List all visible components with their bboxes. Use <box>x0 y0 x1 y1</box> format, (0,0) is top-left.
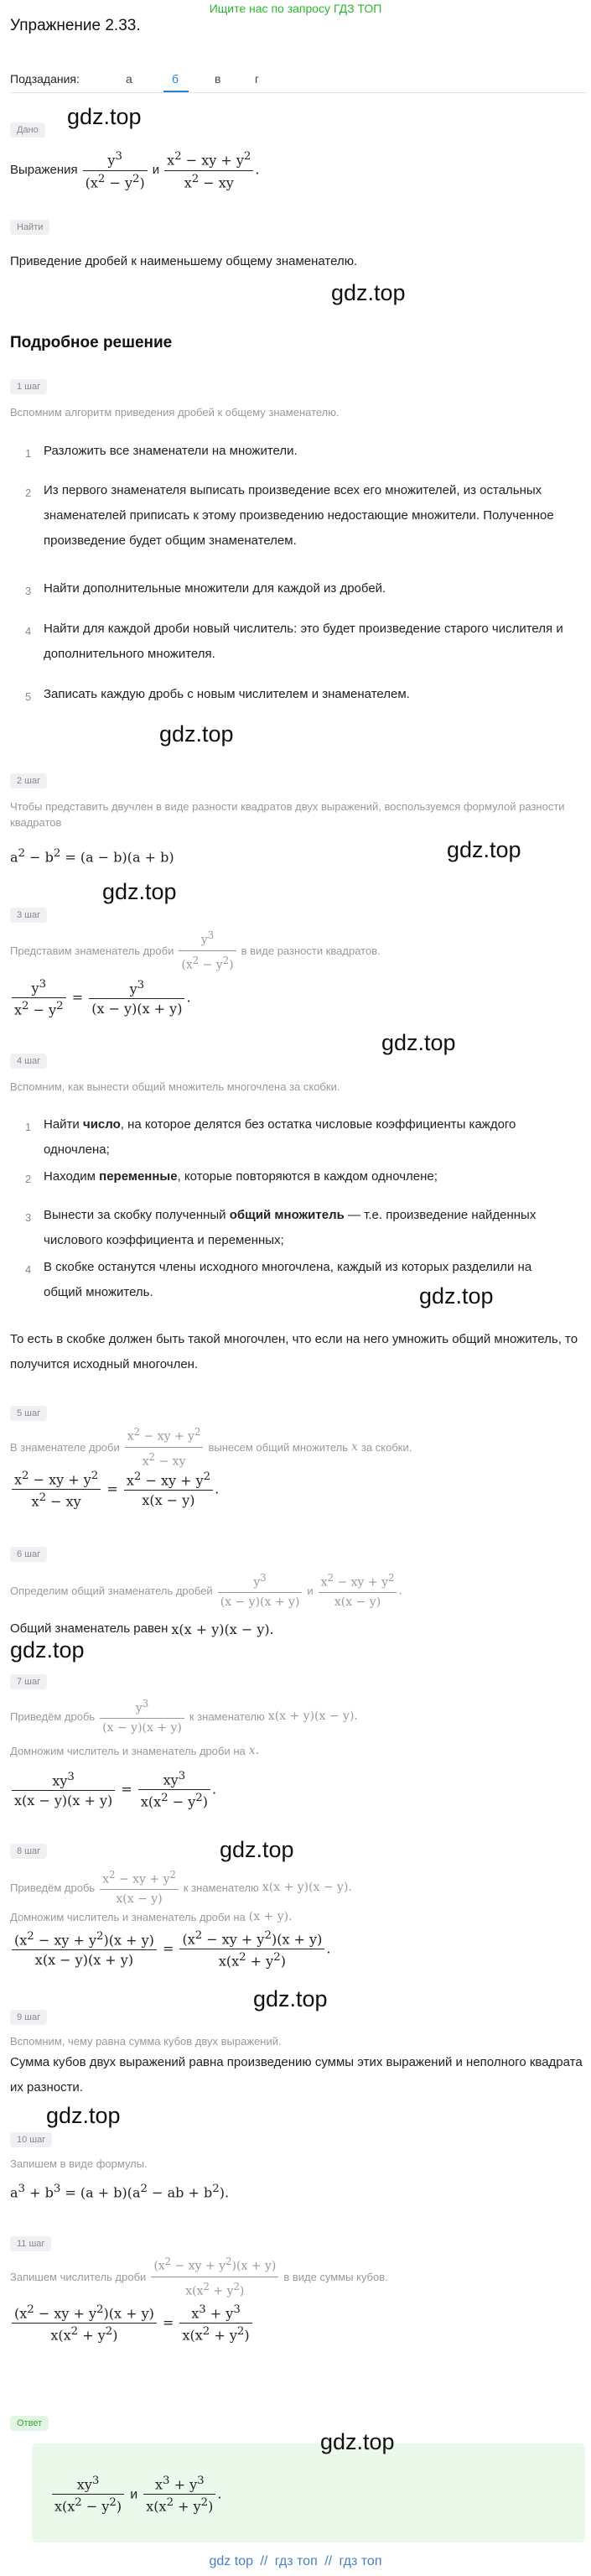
find-text: Приведение дробей к наименьшему общему знаменателю. <box>10 254 358 268</box>
watermark: gdz.top <box>102 879 177 904</box>
tab-b[interactable]: б <box>172 72 179 86</box>
page-title: Упражнение 2.33. <box>10 17 141 34</box>
step8-result: $\frac{(x^2 - xy + y^2)(x + y)}{x(x - y)(x + y)}$ = $\frac{(x^2 - xy + y^2)(x + y)}{x(x^2 + y^2)}$ . <box>10 1929 330 1970</box>
step-chip: 11 шаг <box>10 2236 51 2251</box>
footer-links <box>0 2554 591 2569</box>
given-expressions: Выражения $\frac{y^3}{(x^2 - y^2)}$ и $\frac{x^2 - xy + y^2}{x^2 - xy}$ . <box>10 150 260 190</box>
step4-outro: То есть в скобке должен быть такой многочлен, что если на него умножить общий множитель, то получится исходный многочлен. <box>10 1332 578 1371</box>
step-chip: 5 шаг <box>10 1406 47 1421</box>
given-text: Выражения <box>10 163 78 177</box>
step-chip: 4 шаг <box>10 1054 47 1069</box>
footer-separator: // <box>260 2554 268 2568</box>
step3-result: $\frac{y^3}{x^2 - y^2}$ = $\frac{y^3}{(x - y)(x + y)}$ . <box>10 978 191 1018</box>
step4-item: Находим переменные, которые повторяются в каждом одночлене; <box>44 1169 438 1184</box>
watermark: gdz.top <box>320 2429 395 2454</box>
answer-expression: $\frac{xy^3}{x(x^2 - y^2)}$ и $\frac{x^3 + y^3}{x(x^2 + y^2)}$ . <box>50 2475 222 2515</box>
watermark: gdz.top <box>419 1283 494 1309</box>
step11-result: $\frac{(x^2 - xy + y^2)(x + y)}{x(x^2 + y^2)}$ = $\frac{x^3 + y^3}{x(x^2 + y^2)}$ <box>10 2303 254 2344</box>
active-tab-indicator <box>163 91 189 92</box>
answer-chip: Ответ <box>10 2416 49 2431</box>
step-chip: 1 шаг <box>10 379 47 394</box>
watermark: gdz.top <box>381 1030 456 1055</box>
find-chip: Найти <box>10 220 49 235</box>
step4-item: Найти число, на которое делятся без остатка числовые коэффициенты каждого одночлена; <box>44 1117 516 1157</box>
watermark: gdz.top <box>447 837 521 862</box>
subtasks-label: Подзадания: <box>10 72 80 86</box>
step1-item: Найти для каждой дроби новый числитель: это будет произведение старого числителя и дополнительного множителя. <box>44 622 563 661</box>
step7-result: $\frac{xy^3}{x(x - y)(x + y)}$ = $\frac{xy^3}{x(x^2 - y^2)}$ . <box>10 1770 216 1810</box>
solution-title: Подробное решение <box>10 334 173 351</box>
search-banner[interactable]: Ищите нас по запросу ГДЗ ТОП <box>209 2 382 15</box>
watermark: gdz.top <box>331 280 406 305</box>
step-chip: 8 шаг <box>10 1844 47 1859</box>
step-chip: 3 шаг <box>10 908 47 923</box>
given-chip: Дано <box>10 122 45 138</box>
footer-link[interactable]: гдз топ <box>274 2554 318 2568</box>
step-chip: 9 шаг <box>10 2010 47 2025</box>
step9-intro: Вспомним, чему равна сумма кубов двух выражений. <box>10 2035 282 2048</box>
watermark: gdz.top <box>10 1637 85 1663</box>
watermark: gdz.top <box>253 1986 328 2011</box>
step-chip: 10 шаг <box>10 2132 52 2147</box>
step4-item: В скобке останутся члены исходного многочлена, каждый из которых разделили на общий множитель. <box>44 1260 532 1299</box>
tab-g[interactable]: г <box>255 72 260 86</box>
footer-link[interactable]: гдз топ <box>339 2554 382 2568</box>
tabs-divider <box>10 92 587 93</box>
and-word: и <box>152 163 160 177</box>
step-chip: 6 шаг <box>10 1547 47 1562</box>
tab-v[interactable]: в <box>215 72 221 86</box>
step4-item: Вынести за скобку полученный общий множитель — т.е. произведение найденных числового коэффициента и переменных; <box>44 1208 537 1247</box>
step1-item: Из первого знаменателя выписать произведение всех его множителей, из остальных знаменателей приписать к этому произведению недостающие множители. Полученное произведение будет общим знаменателем. <box>44 483 554 548</box>
watermark: gdz.top <box>159 721 234 747</box>
step10-text: Запишем в виде формулы. <box>10 2157 148 2170</box>
step2-text: Чтобы представить двучлен в виде разности квадратов двух выражений, воспользуемся формулой разности квадратов <box>10 800 565 829</box>
step1-item: Разложить все знаменатели на множители. <box>44 444 298 458</box>
watermark: gdz.top <box>67 104 142 129</box>
formula-difference-of-squares: $a^2 - b^2 = (a - b)(a + b)$ <box>10 847 174 866</box>
footer-separator: // <box>324 2554 333 2568</box>
step5-result: $\frac{x^2 - xy + y^2}{x^2 - xy}$ = $\frac{x^2 - xy + y^2}{x(x - y)}$ . <box>10 1470 219 1510</box>
footer-link[interactable]: gdz top <box>209 2554 253 2568</box>
step4-intro: Вспомним, как вынести общий множитель многочлена за скобки. <box>10 1080 340 1093</box>
formula-sum-of-cubes: $a^3 + b^3 = (a + b)(a^2$ − ab + $b^2$). <box>10 2183 230 2201</box>
tab-a[interactable]: а <box>126 72 132 86</box>
step1-intro: Вспомним алгоритм приведения дробей к общему знаменателю. <box>10 406 340 419</box>
step-chip: 2 шаг <box>10 773 47 788</box>
step-chip: 7 шаг <box>10 1674 47 1689</box>
step1-item: Записать каждую дробь с новым числителем и знаменателем. <box>44 687 410 701</box>
step1-item: Найти дополнительные множители для каждой из дробей. <box>44 581 386 596</box>
watermark: gdz.top <box>220 1837 294 1862</box>
watermark: gdz.top <box>46 2103 121 2128</box>
step9-text: Сумма кубов двух выражений равна произведению суммы этих выражений и неполного квадрата их разности. <box>10 2055 583 2095</box>
